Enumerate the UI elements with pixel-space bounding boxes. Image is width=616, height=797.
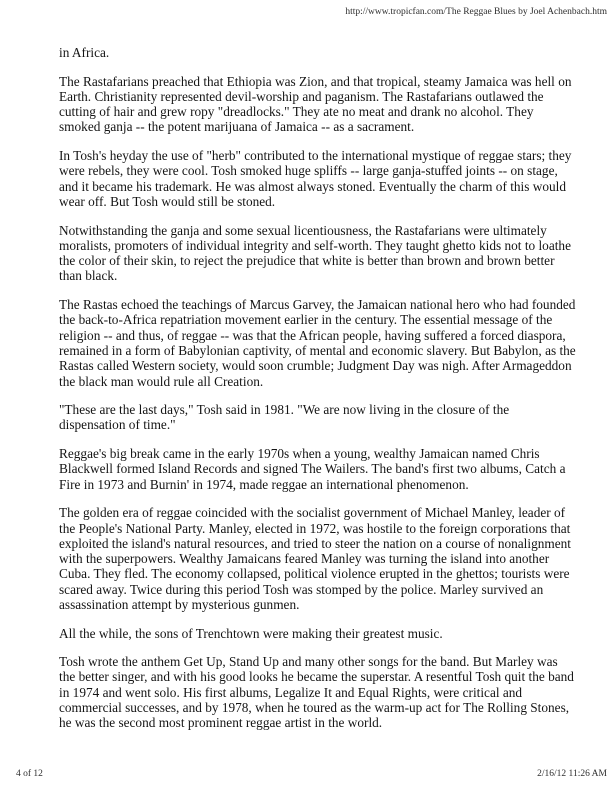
paragraph: Notwithstanding the ganja and some sexual licentiousness, the Rastafarians were ultimately moralists, promoters of individual integrity and self-worth. They taught ghetto kids not to loathe the color of their skin, to reject the prejudice that white is better than brown and brown better than black.	[59, 222, 571, 284]
paragraph: in Africa.	[59, 45, 110, 60]
paragraph: The Rastas echoed the teachings of Marcus Garvey, the Jamaican national hero who had founded the back-to-Africa repatriation movement earlier in the century. The essential message of the religion -- and thus, of reggae -- was that the African people, having suffered a forced diaspora, remained in a form of Babylonian captivity, of mental and economic slavery. But Babylon, as the Rastas called Western society, would soon crumble; Judgment Day was nigh. After Armageddon the black man would rule all Creation.	[59, 297, 576, 389]
paragraph: The golden era of reggae coincided with the socialist government of Michael Manley, leader of the People's National Party. Manley, elected in 1972, was hostile to the foreign corporations that exploited the island's natural resources, and tried to steer the nation on a course of nonalignment with the superpowers. Wealthy Jamaicans feared Manley was turning the island into another Cuba. They fled. The economy collapsed, political violence erupted in the ghettos; tourists were scared away. Twice during this period Tosh was stomped by the police. Marley survived an assassination attempt by mysterious gunmen.	[59, 505, 571, 612]
footer-page-number: 4 of 12	[16, 769, 43, 779]
paragraph: In Tosh's heyday the use of "herb" contributed to the international mystique of reggae stars; they were rebels, they were cool. Tosh smoked huge spliffs -- large ganja-stuffed joints -- on stage, and it became his trademark. He was almost always stoned. Eventually the charm of this would wear off. But Tosh would still be stoned.	[59, 148, 572, 209]
paragraph: Reggae's big break came in the early 1970s when a young, wealthy Jamaican named Chris Blackwell formed Island Records and signed The Wailers. The band's first two albums, Catch a Fire in 1973 and Burnin' in 1974, made reggae an international phenomenon.	[59, 446, 566, 492]
print-footer	[16, 769, 607, 780]
paragraph: Tosh wrote the anthem Get Up, Stand Up and many other songs for the band. But Marley was the better singer, and with his good looks he became the superstar. A resentful Tosh quit the band in 1974 and went solo. His first albums, Legalize It and Equal Rights, were critical and commercial successes, and by 1978, when he toured as the warm-up act for The Rolling Stones, he was the second most prominent reggae artist in the world.	[59, 654, 574, 731]
paragraph: The Rastafarians preached that Ethiopia was Zion, and that tropical, steamy Jamaica was hell on Earth. Christianity represented devil-worship and paganism. The Rastafarians outlawed the cutting of hair and grew ropy "dreadlocks." They ate no meat and drank no alcohol. They smoked ganja -- the potent marijuana of Jamaica -- as a sacrament.	[59, 73, 572, 135]
footer-timestamp: 2/16/12 11:26 AM	[537, 769, 607, 779]
document-body	[59, 45, 576, 744]
print-header-url: http://www.tropicfan.com/The Reggae Blues by Joel Achenbach.htm	[345, 7, 607, 17]
paragraph: "These are the last days," Tosh said in 1981. "We are now living in the closure of the dispensation of time."	[59, 402, 510, 433]
paragraph: All the while, the sons of Trenchtown were making their greatest music.	[59, 625, 443, 641]
